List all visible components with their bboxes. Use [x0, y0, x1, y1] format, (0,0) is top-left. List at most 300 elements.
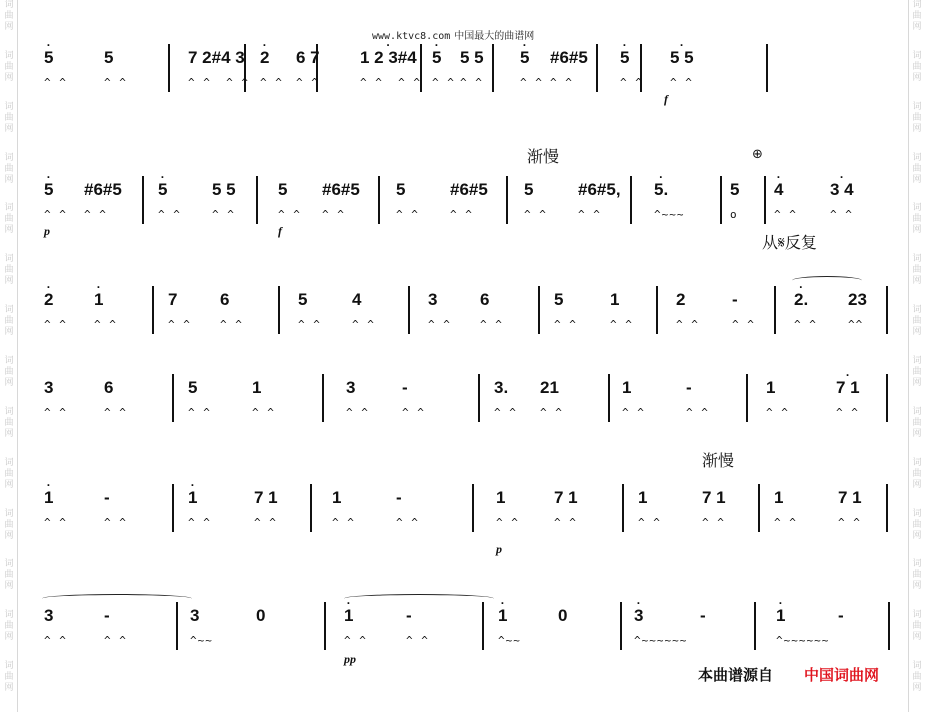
- score-row: [30, 38, 896, 108]
- note-token: 5 ·: [44, 38, 54, 67]
- note-token: 7 2#4 3: [188, 48, 245, 67]
- note-token: 1 ·: [44, 478, 54, 507]
- accent-marks: ^ ^: [44, 76, 67, 89]
- barline: [324, 602, 326, 650]
- watermark-glyph: 词: [4, 254, 14, 265]
- octave-dot: ·: [96, 280, 101, 294]
- barline: [492, 44, 494, 92]
- watermark-glyph: 曲: [912, 265, 922, 276]
- watermark-glyph: 词: [912, 508, 922, 519]
- watermark-glyph: 曲: [912, 316, 922, 327]
- octave-dot: ·: [346, 596, 351, 610]
- accent-marks: ^ ^: [638, 516, 661, 529]
- slur: [344, 594, 494, 603]
- note-token: 7 1: [838, 488, 862, 507]
- watermark-glyph: 曲: [912, 417, 922, 428]
- note-token: 1 ·: [498, 596, 508, 625]
- barline: [596, 44, 598, 92]
- accent-marks: ^ ^ ^ ^: [360, 76, 421, 89]
- accent-marks: ^ ^: [104, 634, 127, 647]
- note-token: 1: [332, 488, 342, 507]
- barline: [506, 176, 508, 224]
- accent-marks: ^ ^: [622, 406, 645, 419]
- accent-marks: ^ ^: [396, 516, 419, 529]
- accent-marks: ^ ^: [396, 208, 419, 221]
- accent-marks: ^ ^: [44, 634, 67, 647]
- note-token: 1: [638, 488, 648, 507]
- accent-marks: ^ ^: [670, 76, 693, 89]
- barline: [608, 374, 610, 422]
- watermark-glyph: 词: [4, 356, 14, 367]
- watermark-glyph: 词: [912, 406, 922, 417]
- note-token: #6#5: [450, 180, 488, 199]
- score-row: [30, 596, 896, 666]
- barline: [172, 374, 174, 422]
- dynamic-marking: f: [278, 224, 282, 238]
- score-row: [30, 170, 896, 240]
- barline: [886, 286, 888, 334]
- note-token: 5: [554, 290, 564, 309]
- watermark-glyph: 曲: [912, 214, 922, 225]
- watermark-glyph: 词: [912, 101, 922, 112]
- barline: [482, 602, 484, 650]
- watermark-glyph: 词: [4, 305, 14, 316]
- watermark-glyph: 网: [912, 225, 922, 236]
- accent-marks: ^ ^: [94, 318, 117, 331]
- octave-dot: ·: [190, 478, 195, 492]
- watermark-glyph: 网: [912, 683, 922, 694]
- note-token: 7 1 ·: [836, 368, 860, 397]
- octave-dot: ·: [845, 368, 850, 382]
- octave-dot: ·: [778, 596, 783, 610]
- octave-dot: ·: [262, 38, 267, 52]
- watermark-glyph: 曲: [4, 214, 14, 225]
- watermark-glyph: 曲: [912, 11, 922, 21]
- watermark-glyph: 网: [912, 581, 922, 592]
- barline: [310, 484, 312, 532]
- accent-marks: ^ ^: [188, 516, 211, 529]
- watermark-glyph: 词: [4, 0, 14, 10]
- note-token: 3 ·: [634, 596, 644, 625]
- barline: [622, 484, 624, 532]
- watermark-glyph: 曲: [912, 570, 922, 581]
- note-token: -: [396, 488, 402, 507]
- accent-marks: ^ ^: [494, 406, 517, 419]
- watermark-glyph: 词: [4, 508, 14, 519]
- ritardando-marking-1: 渐慢: [527, 147, 560, 166]
- accent-marks: ^ ^: [620, 76, 643, 89]
- watermark-glyph: 词: [4, 610, 14, 621]
- note-token: 1 2 3#4 ·: [360, 38, 417, 67]
- note-token: 1 ·: [94, 280, 104, 309]
- note-token: 3: [44, 606, 54, 625]
- barline: [774, 286, 776, 334]
- note-token: -: [732, 290, 738, 309]
- accent-marks: ^ ^: [104, 406, 127, 419]
- accent-marks: ^ ^: [322, 208, 345, 221]
- accent-marks: ^ ^: [550, 76, 573, 89]
- barline: [754, 602, 756, 650]
- accent-marks: ^ ^: [352, 318, 375, 331]
- watermark-glyph: 词: [912, 305, 922, 316]
- accent-marks: ^ ^: [520, 76, 543, 89]
- watermark-glyph: 词: [912, 610, 922, 621]
- watermark-glyph: 词: [4, 406, 14, 417]
- note-token: #6#5: [322, 180, 360, 199]
- footer-brand-link[interactable]: 中国词曲网: [804, 666, 880, 684]
- note-token: 1: [774, 488, 784, 507]
- note-token: 6: [104, 378, 114, 397]
- accent-marks: ^ ^: [496, 516, 519, 529]
- accent-marks: ^ ^: [296, 76, 319, 89]
- watermark-glyph: 词: [912, 0, 922, 10]
- octave-dot: ·: [622, 38, 627, 52]
- watermark-glyph: 网: [4, 530, 14, 541]
- octave-dot: ·: [659, 170, 664, 184]
- barline: [278, 286, 280, 334]
- watermark-glyph: 曲: [4, 163, 14, 174]
- watermark-glyph: 网: [912, 479, 922, 490]
- accent-marks: ^ ^: [732, 318, 755, 331]
- accent-marks: ^ ^ ^ ^: [188, 76, 249, 89]
- accent-marks: ^ ^: [278, 208, 301, 221]
- watermark-glyph: 曲: [4, 672, 14, 683]
- note-token: 3: [346, 378, 356, 397]
- note-token: 2 ·: [44, 280, 54, 309]
- slur: [42, 594, 192, 603]
- accent-marks: ^ ^: [686, 406, 709, 419]
- watermark-glyph: 词: [4, 101, 14, 112]
- note-token: 0: [558, 606, 568, 625]
- barline: [766, 44, 768, 92]
- watermark-glyph: 曲: [4, 61, 14, 72]
- barline: [142, 176, 144, 224]
- note-token: -: [104, 606, 110, 625]
- note-token: -: [700, 606, 706, 625]
- watermark-glyph: 曲: [912, 519, 922, 530]
- dynamic-marking: pp: [344, 652, 356, 666]
- octave-dot: ·: [46, 280, 51, 294]
- watermark-glyph: 网: [912, 378, 922, 389]
- accent-marks: ^ ^: [332, 516, 355, 529]
- site-name: 中国最大的曲谱网: [454, 31, 535, 42]
- accent-marks: ^ ^: [460, 76, 483, 89]
- accent-marks: ^ ^: [44, 318, 67, 331]
- watermark-glyph: 网: [912, 632, 922, 643]
- octave-dot: ·: [386, 38, 391, 52]
- watermark-glyph: 词: [4, 203, 14, 214]
- note-token: 5 ·: [158, 170, 168, 199]
- barline: [656, 286, 658, 334]
- accent-marks: ^ ^: [84, 208, 107, 221]
- octave-dot: ·: [839, 170, 844, 184]
- note-token: 3.: [494, 378, 509, 397]
- octave-dot: ·: [46, 38, 51, 52]
- accent-marks: ^~~: [190, 634, 213, 647]
- accent-marks: ^ ^: [254, 516, 277, 529]
- watermark-glyph: 网: [4, 22, 14, 32]
- watermark-glyph: 曲: [912, 163, 922, 174]
- dal-segno-marking: 从𝄋反复: [762, 233, 817, 252]
- accent-marks: ^~~~: [654, 208, 685, 221]
- note-token: 6: [220, 290, 230, 309]
- watermark-glyph: 网: [4, 479, 14, 490]
- watermark-glyph: 曲: [4, 621, 14, 632]
- score-row: [30, 368, 896, 438]
- accent-marks: ^~~: [498, 634, 521, 647]
- octave-dot: ·: [636, 596, 641, 610]
- note-token: 1: [622, 378, 632, 397]
- note-token: 5 5: [460, 48, 484, 67]
- note-token: 1: [766, 378, 776, 397]
- octave-dot: ·: [679, 38, 684, 52]
- watermark-glyph: 曲: [4, 11, 14, 21]
- note-token: 1 ·: [188, 478, 198, 507]
- watermark-glyph: 词: [4, 152, 14, 163]
- watermark-glyph: 网: [912, 530, 922, 541]
- accent-marks: ^ ^: [836, 406, 859, 419]
- accent-marks: ^ ^: [158, 208, 181, 221]
- barline: [152, 286, 154, 334]
- watermark-glyph: 曲: [4, 417, 14, 428]
- accent-marks: ^ ^: [578, 208, 601, 221]
- watermark-glyph: 词: [912, 152, 922, 163]
- note-token: 1: [496, 488, 506, 507]
- site-url: www.ktvc8.com: [372, 31, 451, 42]
- barline: [888, 602, 890, 650]
- note-token: -: [402, 378, 408, 397]
- watermark-glyph: 词: [4, 50, 14, 61]
- accent-marks: ^ ^: [702, 516, 725, 529]
- watermark-glyph: 网: [4, 632, 14, 643]
- coda-sign: ⊕: [752, 147, 763, 162]
- watermark-glyph: 网: [912, 174, 922, 185]
- note-token: 6 7: [296, 48, 320, 67]
- accent-marks: ^ ^: [830, 208, 853, 221]
- accent-marks: ^ ^: [44, 516, 67, 529]
- note-token: 5 5: [212, 180, 236, 199]
- barline: [478, 374, 480, 422]
- accent-marks: ^ ^: [554, 516, 577, 529]
- note-token: 6: [480, 290, 490, 309]
- watermark-glyph: 词: [912, 559, 922, 570]
- accent-marks: ^ ^: [252, 406, 275, 419]
- note-token: 1: [252, 378, 262, 397]
- octave-dot: ·: [799, 280, 804, 294]
- note-token: 5 5 ·: [670, 38, 694, 67]
- accent-marks: ^ ^: [428, 318, 451, 331]
- dynamic-marking: p: [496, 542, 502, 556]
- watermark-glyph: 网: [4, 225, 14, 236]
- barline: [176, 602, 178, 650]
- watermark-glyph: 网: [4, 72, 14, 83]
- accent-marks: ^ ^: [220, 318, 243, 331]
- watermark-glyph: 词: [912, 457, 922, 468]
- accent-marks: o: [730, 208, 738, 221]
- watermark-glyph: 曲: [4, 265, 14, 276]
- barline: [630, 176, 632, 224]
- accent-marks: ^ ^: [104, 516, 127, 529]
- watermark-glyph: 网: [912, 327, 922, 338]
- dynamic-marking: p: [44, 224, 50, 238]
- note-token: 5: [730, 180, 740, 199]
- note-token: 7 1: [254, 488, 278, 507]
- accent-marks: ^ ^: [774, 516, 797, 529]
- accent-marks: ^ ^: [104, 76, 127, 89]
- note-token: #6#5,: [578, 180, 621, 199]
- watermark-glyph: 词: [912, 356, 922, 367]
- watermark-glyph: 网: [4, 174, 14, 185]
- note-token: 2 ·: [260, 38, 270, 67]
- note-token: 5 ·: [620, 38, 630, 67]
- accent-marks: ^ ^: [610, 318, 633, 331]
- accent-marks: ^~~~~~~: [776, 634, 830, 647]
- accent-marks: ^ ^: [406, 634, 429, 647]
- site-url-header: [372, 27, 534, 42]
- accent-marks: ^ ^: [44, 208, 67, 221]
- barline: [472, 484, 474, 532]
- watermark-glyph: 网: [4, 683, 14, 694]
- accent-marks: ^ ^: [344, 634, 367, 647]
- accent-marks: ^ ^: [480, 318, 503, 331]
- accent-marks: ^ ^: [402, 406, 425, 419]
- accent-marks: ^^: [848, 318, 864, 331]
- octave-dot: ·: [46, 478, 51, 492]
- note-token: 5. ·: [654, 170, 669, 199]
- note-token: 2. ·: [794, 280, 809, 309]
- barline: [256, 176, 258, 224]
- note-token: 1 ·: [344, 596, 354, 625]
- barline: [408, 286, 410, 334]
- accent-marks: ^ ^: [260, 76, 283, 89]
- accent-marks: ^ ^: [554, 318, 577, 331]
- watermark-glyph: 曲: [912, 672, 922, 683]
- octave-dot: ·: [160, 170, 165, 184]
- watermark-glyph: 曲: [4, 112, 14, 123]
- accent-marks: ^~~~~~~: [634, 634, 688, 647]
- note-token: 7 1: [554, 488, 578, 507]
- octave-dot: ·: [522, 38, 527, 52]
- note-token: 5: [396, 180, 406, 199]
- note-token: 0: [256, 606, 266, 625]
- watermark-glyph: 网: [912, 22, 922, 32]
- watermark-glyph: 曲: [912, 621, 922, 632]
- note-token: 1: [610, 290, 620, 309]
- barline: [886, 484, 888, 532]
- octave-dot: ·: [434, 38, 439, 52]
- note-token: -: [104, 488, 110, 507]
- dynamic-marking: f: [664, 92, 668, 106]
- watermark-glyph: 网: [4, 276, 14, 287]
- note-token: 23: [848, 290, 867, 309]
- watermark-glyph: 网: [4, 327, 14, 338]
- note-token: #6#5: [84, 180, 122, 199]
- accent-marks: ^ ^: [676, 318, 699, 331]
- note-token: 5 ·: [432, 38, 442, 67]
- note-token: 4 ·: [774, 170, 784, 199]
- octave-dot: ·: [46, 170, 51, 184]
- barline: [886, 374, 888, 422]
- note-token: 7 1: [702, 488, 726, 507]
- ritardando-marking-2: 渐慢: [702, 451, 735, 470]
- barline: [758, 484, 760, 532]
- octave-dot: ·: [500, 596, 505, 610]
- octave-dot: ·: [776, 170, 781, 184]
- note-token: #6#5: [550, 48, 588, 67]
- note-token: 5: [524, 180, 534, 199]
- note-token: 5 ·: [44, 170, 54, 199]
- watermark-glyph: 网: [4, 581, 14, 592]
- watermark-glyph: 网: [4, 428, 14, 439]
- barline: [746, 374, 748, 422]
- note-token: 3: [190, 606, 200, 625]
- note-token: 5: [188, 378, 198, 397]
- accent-marks: ^ ^: [44, 406, 67, 419]
- note-token: 5: [298, 290, 308, 309]
- note-token: -: [686, 378, 692, 397]
- barline: [378, 176, 380, 224]
- note-token: 3: [44, 378, 54, 397]
- barline: [322, 374, 324, 422]
- watermark-glyph: 曲: [912, 367, 922, 378]
- accent-marks: ^ ^: [212, 208, 235, 221]
- watermark-glyph: 曲: [912, 468, 922, 479]
- watermark-glyph: 曲: [4, 316, 14, 327]
- note-token: 7: [168, 290, 178, 309]
- note-token: -: [406, 606, 412, 625]
- barline: [720, 176, 722, 224]
- watermark-glyph: 曲: [4, 519, 14, 530]
- slur: [792, 276, 862, 285]
- watermark-glyph: 曲: [912, 61, 922, 72]
- note-token: 3 4 ·: [830, 170, 854, 199]
- barline: [620, 602, 622, 650]
- barline: [172, 484, 174, 532]
- left-watermark-strip: [2, 0, 16, 712]
- watermark-glyph: 网: [912, 276, 922, 287]
- watermark-glyph: 网: [912, 72, 922, 83]
- watermark-glyph: 网: [912, 123, 922, 134]
- footer-source-label: 本曲谱源自: [698, 666, 774, 684]
- accent-marks: ^ ^: [540, 406, 563, 419]
- score-row: [30, 478, 896, 556]
- score-row: [30, 280, 896, 350]
- watermark-glyph: 词: [4, 559, 14, 570]
- barline: [168, 44, 170, 92]
- note-token: 2: [676, 290, 686, 309]
- accent-marks: ^ ^: [794, 318, 817, 331]
- note-token: 5 ·: [520, 38, 530, 67]
- note-token: 5: [278, 180, 288, 199]
- watermark-glyph: 词: [912, 203, 922, 214]
- accent-marks: ^ ^: [838, 516, 861, 529]
- accent-marks: ^ ^: [188, 406, 211, 419]
- note-token: 5: [104, 48, 114, 67]
- note-token: 1 ·: [776, 596, 786, 625]
- accent-marks: ^ ^: [432, 76, 455, 89]
- watermark-glyph: 词: [912, 50, 922, 61]
- accent-marks: ^ ^: [298, 318, 321, 331]
- right-margin-rule: [908, 0, 909, 712]
- watermark-glyph: 曲: [4, 367, 14, 378]
- accent-marks: ^ ^: [168, 318, 191, 331]
- watermark-glyph: 词: [4, 457, 14, 468]
- barline: [538, 286, 540, 334]
- watermark-glyph: 曲: [4, 468, 14, 479]
- note-token: -: [838, 606, 844, 625]
- accent-marks: ^ ^: [524, 208, 547, 221]
- watermark-glyph: 曲: [4, 570, 14, 581]
